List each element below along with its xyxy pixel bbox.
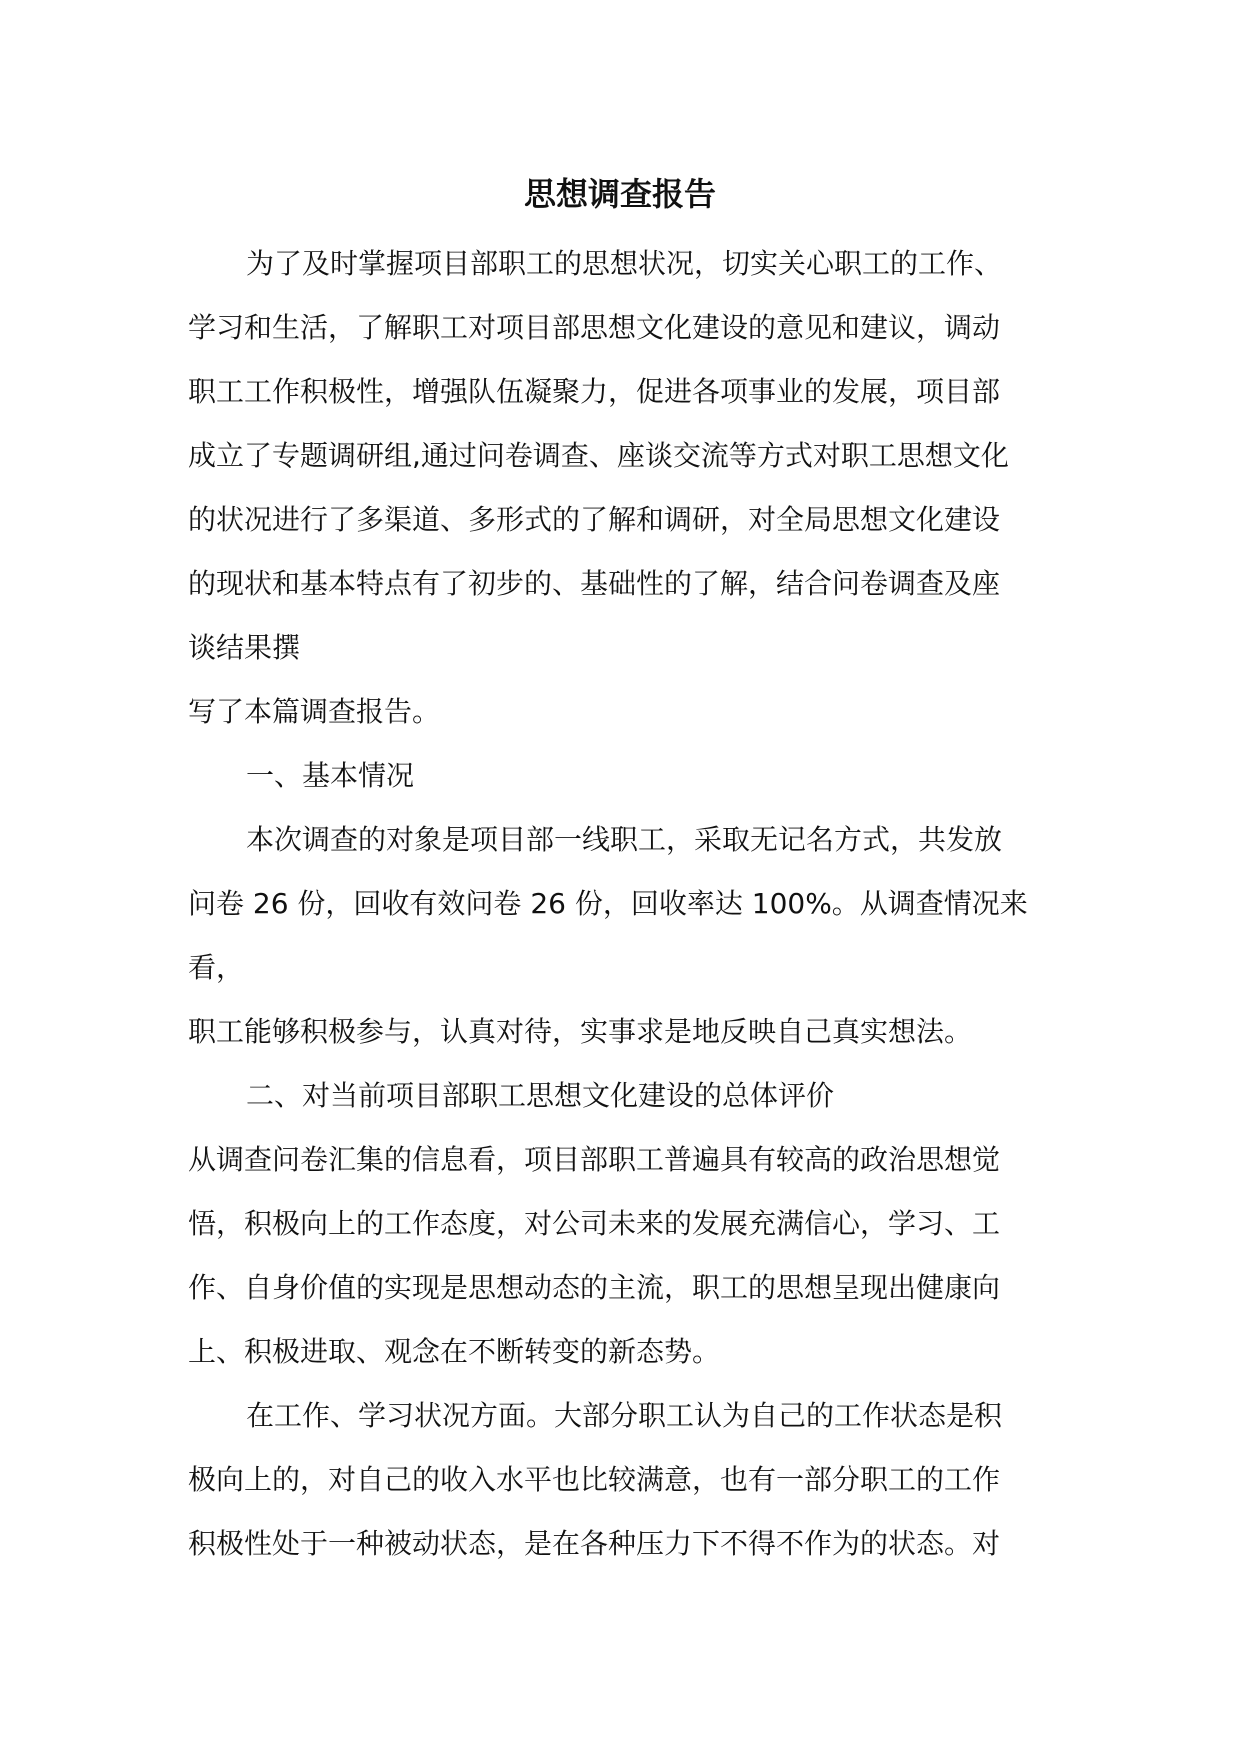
document-title: 思想调查报告	[523, 175, 716, 213]
paragraph-line: 在工作、学习状况方面。大部分职工认为自己的工作状态是积	[246, 1399, 1003, 1432]
paragraph-line: 积极性处于一种被动状态，是在各种压力下不得不作为的状态。对	[188, 1527, 1001, 1560]
paragraph-line: 的现状和基本特点有了初步的、基础性的了解，结合问卷调查及座	[188, 567, 1001, 600]
paragraph-line: 职工工作积极性，增强队伍凝聚力，促进各项事业的发展，项目部	[188, 375, 1001, 408]
paragraph-line: 从调查问卷汇集的信息看，项目部职工普遍具有较高的政治思想觉	[188, 1143, 1001, 1176]
paragraph-line: 悟，积极向上的工作态度，对公司未来的发展充满信心，学习、工	[188, 1207, 1001, 1240]
paragraph-line: 成立了专题调研组,通过问卷调查、座谈交流等方式对职工思想文化	[188, 439, 1009, 472]
section-heading: 二、对当前项目部职工思想文化建设的总体评价	[246, 1079, 835, 1112]
paragraph-line: 的状况进行了多渠道、多形式的了解和调研，对全局思想文化建设	[188, 503, 1001, 536]
paragraph-line: 作、自身价值的实现是思想动态的主流，职工的思想呈现出健康向	[188, 1271, 1001, 1304]
paragraph-line: 本次调查的对象是项目部一线职工，采取无记名方式，共发放	[246, 823, 1003, 856]
paragraph-line: 职工能够积极参与，认真对待，实事求是地反映自己真实想法。	[188, 1015, 973, 1048]
section-heading: 一、基本情况	[246, 759, 415, 792]
paragraph-line: 看，	[188, 951, 245, 984]
paragraph-line: 写了本篇调查报告。	[188, 695, 441, 728]
paragraph-line: 极向上的，对自己的收入水平也比较满意，也有一部分职工的工作	[188, 1463, 1001, 1496]
paragraph-line: 学习和生活，了解职工对项目部思想文化建设的意见和建议，调动	[188, 311, 1001, 344]
paragraph-line: 为了及时掌握项目部职工的思想状况，切实关心职工的工作、	[246, 247, 1003, 280]
paragraph-line: 问卷 26 份，回收有效问卷 26 份，回收率达 100%。从调查情况来	[188, 887, 1028, 920]
paragraph-line: 上、积极进取、观念在不断转变的新态势。	[188, 1335, 721, 1368]
paragraph-line: 谈结果撰	[188, 631, 301, 664]
